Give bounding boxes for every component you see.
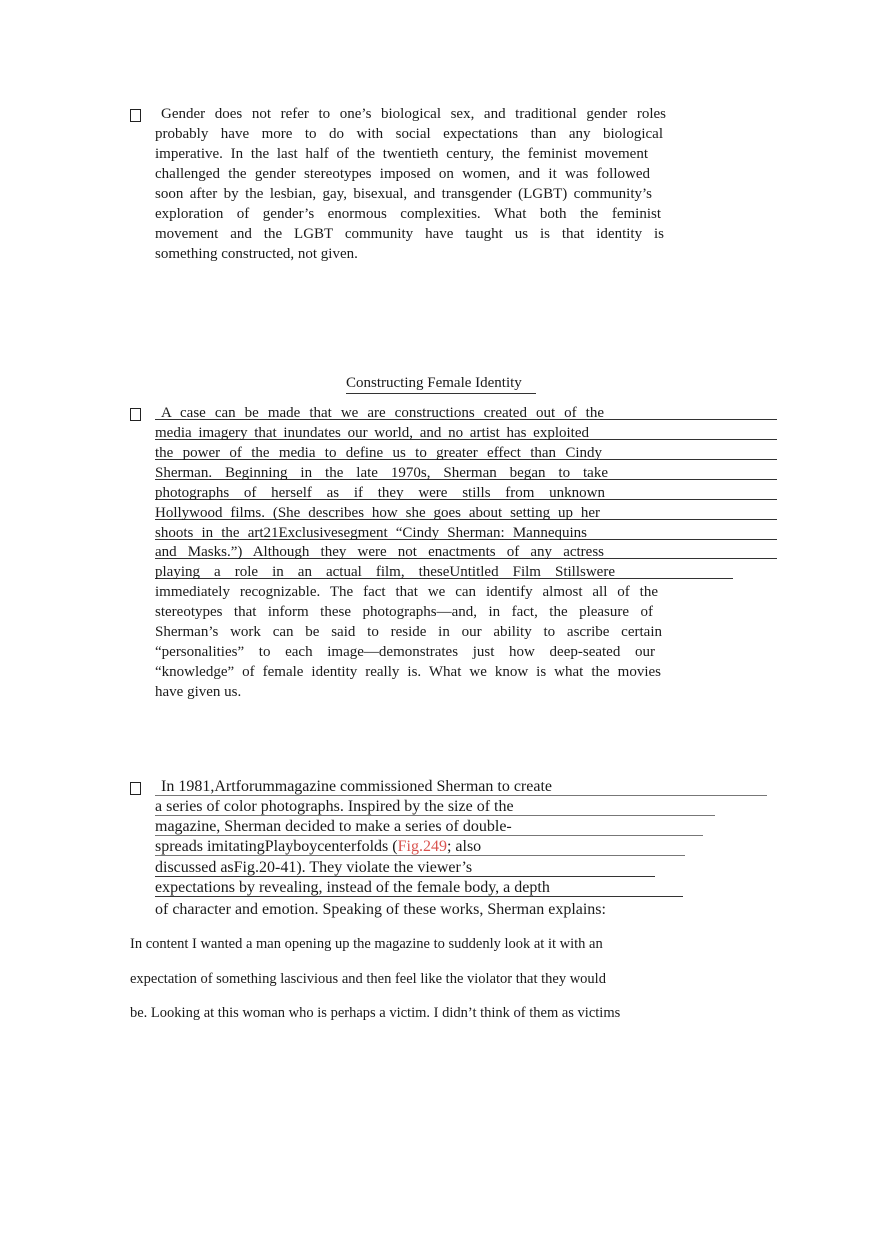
paragraph-2-line: media imagery that inundates our world, and no artist has exploited: [155, 425, 589, 441]
paragraph-1-line: imperative. In the last half of the twentieth century, the feminist movement: [155, 146, 648, 162]
paragraph-1-line: probably have more to do with social expectations than any biological: [155, 126, 663, 142]
bullet-marker: [130, 782, 141, 795]
paragraph-2-line: Hollywood films. (She describes how she goes about setting up her: [155, 505, 600, 521]
figure-reference-link[interactable]: Fig.249: [397, 838, 447, 855]
bullet-marker: [130, 109, 141, 122]
paragraph-2-line: the power of the media to define us to greater effect than Cindy: [155, 445, 602, 461]
line-text: ; also: [446, 838, 482, 855]
paragraph-1-line: exploration of gender’s enormous complexities. What both the feminist: [155, 206, 661, 222]
paragraph-2-line: photographs of herself as if they were stills from unknown: [155, 485, 605, 501]
paragraph-3-line: discussed asFig.20-41). They violate the viewer’s: [155, 859, 473, 876]
paragraph-2-line: and Masks.”) Although they were not enactments of any actress: [155, 544, 604, 560]
bullet-marker: [130, 408, 141, 421]
paragraph-2-line: immediately recognizable. The fact that we can identify almost all of the: [155, 584, 658, 600]
paragraph-3-line: expectations by revealing, instead of the female body, a depth: [155, 879, 550, 896]
paragraph-2-line: “knowledge” of female identity really is. What we know is what the movies: [155, 664, 661, 680]
paragraph-2-line: have given us.: [155, 684, 242, 700]
paragraph-2-line: Sherman’s work can be said to reside in our ability to ascribe certain: [155, 624, 662, 640]
quote-line: In content I wanted a man opening up the magazine to suddenly look at it with an: [130, 936, 603, 952]
paragraph-3-line: magazine, Sherman decided to make a series of double-: [155, 818, 512, 835]
paragraph-2-line: stereotypes that inform these photographs—and, in fact, the pleasure of: [155, 604, 653, 620]
quote-line: be. Looking at this woman who is perhaps a victim. I didn’t think of them as victims: [130, 1005, 621, 1021]
paragraph-1-line: soon after by the lesbian, gay, bisexual, and transgender (LGBT) community’s: [155, 186, 652, 202]
paragraph-1-line: challenged the gender stereotypes imposed on women, and it was followed: [155, 166, 650, 182]
paragraph-2-line: playing a role in an actual film, theseUntitled Film Stillswere: [155, 564, 615, 580]
paragraph-2-line: “personalities” to each image—demonstrates just how deep-seated our: [155, 644, 655, 660]
paragraph-2-line: A case can be made that we are constructions created out of the: [161, 405, 604, 421]
quote-line: expectation of something lascivious and then feel like the violator that they would: [130, 971, 606, 987]
paragraph-1-line: Gender does not refer to one’s biological sex, and traditional gender roles: [161, 106, 666, 122]
paragraph-3-line: a series of color photographs. Inspired by the size of the: [155, 798, 514, 815]
paragraph-1-line: movement and the LGBT community have taught us is that identity is: [155, 226, 664, 242]
paragraph-2-line: Sherman. Beginning in the late 1970s, Sherman began to take: [155, 465, 608, 481]
line-text: spreads imitatingPlayboycenterfolds (: [155, 838, 398, 855]
paragraph-3-line: [155, 837, 481, 857]
section-heading: Constructing Female Identity: [346, 373, 536, 394]
paragraph-1-line: something constructed, not given.: [155, 246, 358, 262]
paragraph-3-line: of character and emotion. Speaking of these works, Sherman explains:: [155, 901, 606, 918]
paragraph-2-line: shoots in the art21Exclusivesegment “Cindy Sherman: Mannequins: [155, 525, 587, 541]
paragraph-3-line: In 1981,Artforummagazine commissioned Sherman to create: [161, 778, 552, 795]
